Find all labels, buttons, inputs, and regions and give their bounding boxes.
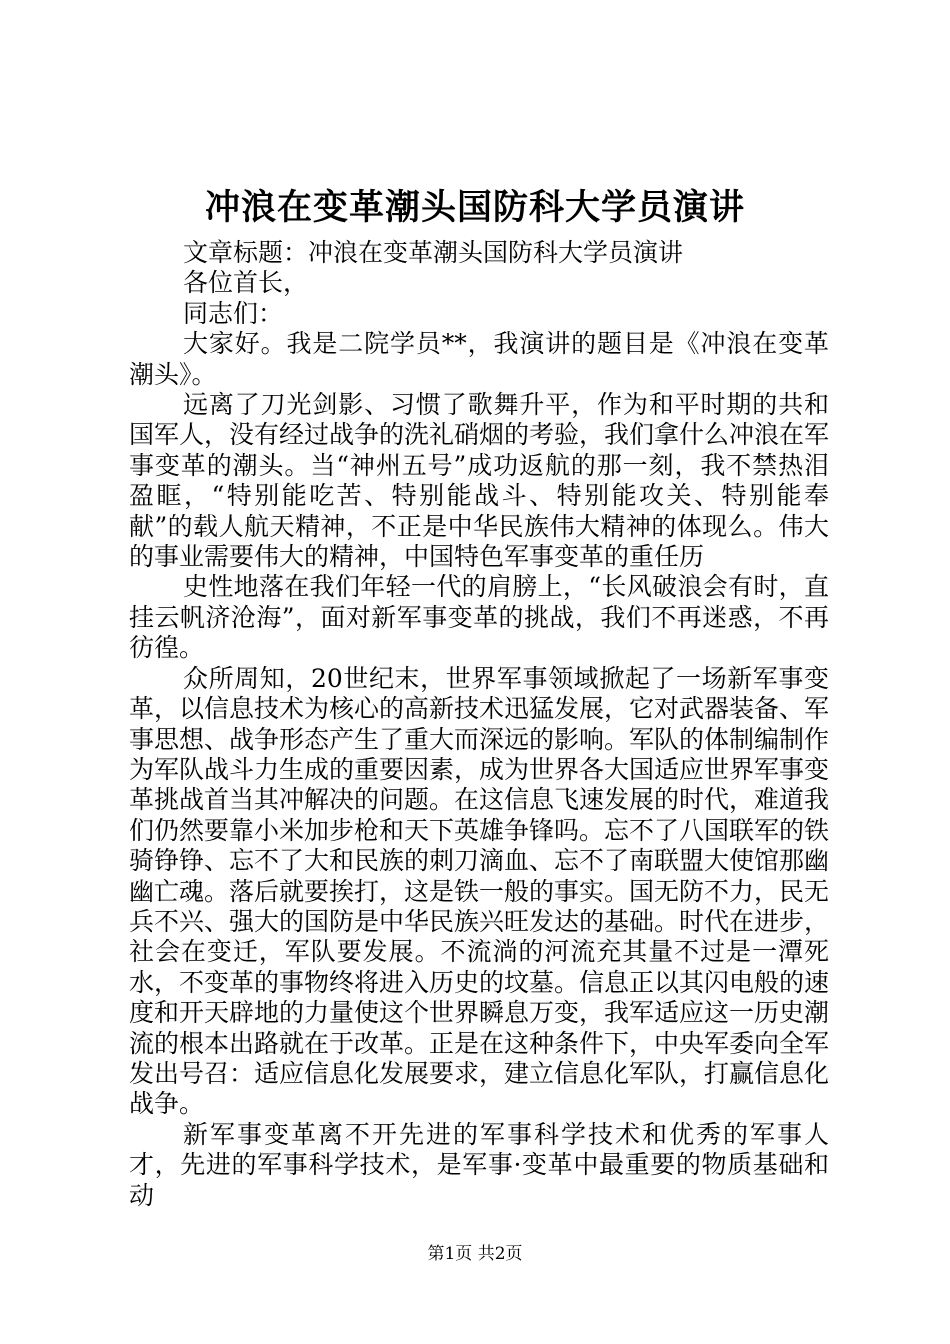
paragraph-body: 众所周知，20世纪末，世界军事领域掀起了一场新军事变革，以信息技术为核心的高新技术迅猛发展，它对武器装备、军事思想、战争形态产生了重大而深远的影响。军队的体制编制作为军队战斗力生成的重要因素，成为世界各大国适应世界军事变革挑战首当其冲解决的问题。在这信息飞速发展的时代，难道我们仍然要靠小米加步枪和天下英雄争锋吗。忘不了八国联军的铁骑铮铮、忘不了大和民族的刺刀滴血、忘不了南联盟大使馆那幽幽亡魂。落后就要挨打，这是铁一般的事实。国无防不力，民无兵不兴、强大的国防是中华民族兴旺发达的基础。时代在进步，社会在变迁，军队要发展。不流淌的河流充其量不过是一潭死水，不变革的事物终将进入历史的坟墓。信息正以其闪电般的速度和开天辟地的力量使这个世界瞬息万变，我军适应这一历史潮流的根本出路就在于改革。正是在这种条件下，中央军委向全军发出号召：适应信息化发展要求，建立信息化军队，打赢信息化战争。 — [129, 663, 830, 1119]
document-body — [129, 238, 829, 1211]
paragraph-salutation-leaders: 各位首长， — [183, 268, 309, 298]
paragraph-greeting: 大家好。我是二院学员**，我演讲的题目是《冲浪在变革潮头》。 — [129, 329, 829, 389]
page-number: 第1页 共2页 — [427, 1244, 523, 1264]
paragraph-salutation-comrades: 同志们： — [183, 298, 284, 328]
paragraph-body: 史性地落在我们年轻一代的肩膀上，“长风破浪会有时，直挂云帆济沧海”，面对新军事变革的挑战，我们不再迷惑，不再彷徨。 — [129, 572, 829, 663]
paragraph-body: 新军事变革离不开先进的军事科学技术和优秀的军事人才，先进的军事科学技术，是军事·变革中最重要的物质基础和动 — [129, 1119, 829, 1210]
paragraph-article-title: 文章标题：冲浪在变革潮头国防科大学员演讲 — [183, 238, 684, 267]
document-title: 冲浪在变革潮头国防科大学员演讲 — [204, 187, 745, 228]
paragraph-body: 远离了刀光剑影、习惯了歌舞升平，作为和平时期的共和国军人，没有经过战争的洗礼硝烟的考验，我们拿什么冲浪在军事变革的潮头。当“神州五号”成功返航的那一刻，我不禁热泪盈眶，“特别能吃苦、特别能战斗、特别能攻关、特别能奉献”的载人航天精神，不正是中华民族伟大精神的体现么。伟大的事业需要伟大的精神，中国特色军事变革的重任历 — [129, 390, 830, 572]
